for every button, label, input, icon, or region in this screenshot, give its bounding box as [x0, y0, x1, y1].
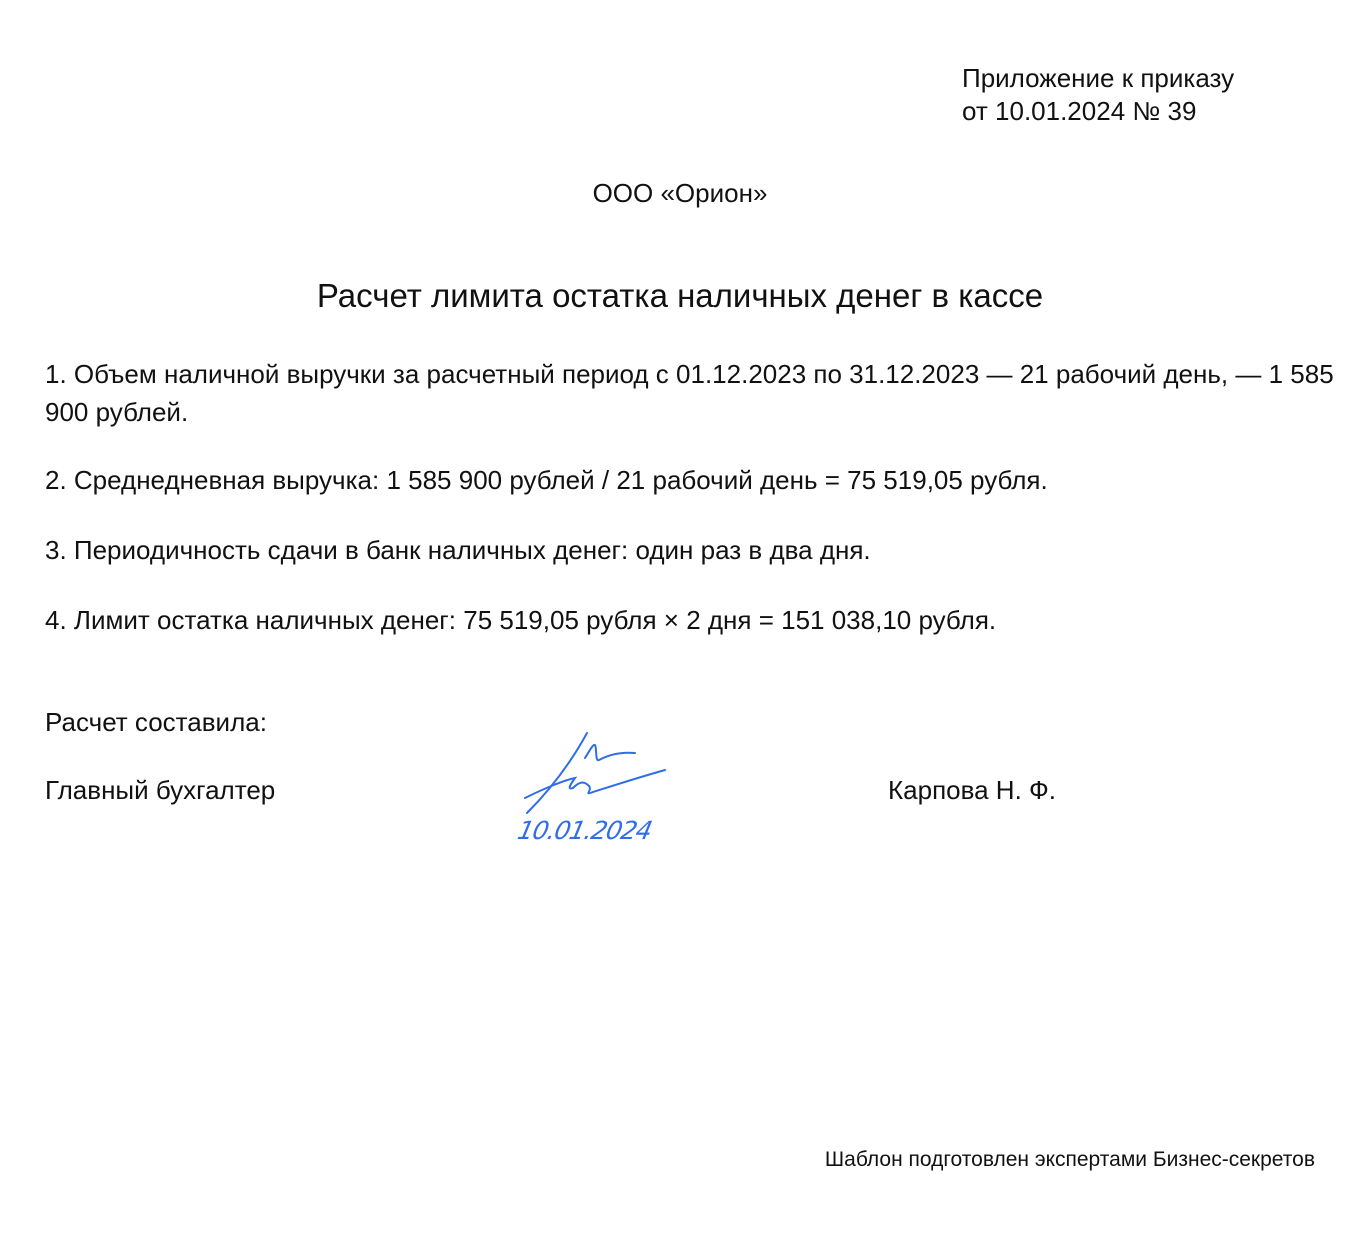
organization-name: ООО «Орион»: [592, 178, 768, 208]
template-credit-footer: Шаблон подготовлен экспертами Бизнес-секретов: [824, 1148, 1315, 1171]
list-item: 1. Объем наличной выручки за расчетный период с 01.12.2023 по 31.12.2023 — 21 рабочий день, — 1 585 900 рублей.: [45, 359, 1334, 427]
signer-name: Карпова Н. Ф.: [888, 775, 1057, 805]
appendix-line-1: Приложение к приказу: [962, 63, 1235, 93]
appendix-line-2: от 10.01.2024 № 39: [962, 96, 1197, 126]
document-title: Расчет лимита остатка наличных денег в кассе: [316, 277, 1044, 314]
list-item: 4. Лимит остатка наличных денег: 75 519,05 рубля × 2 дня = 151 038,10 рубля.: [45, 605, 997, 635]
handwritten-date: 10.01.2024: [514, 816, 655, 845]
composed-by-label: Расчет составила:: [45, 707, 267, 737]
signer-position: Главный бухгалтер: [45, 775, 276, 805]
list-item: 3. Периодичность сдачи в банк наличных денег: один раз в два дня.: [45, 535, 871, 565]
handwritten-signature: [515, 730, 675, 820]
appendix-header: [962, 62, 1234, 128]
list-item: 2. Среднедневная выручка: 1 585 900 рублей / 21 рабочий день = 75 519,05 рубля.: [45, 465, 1048, 495]
